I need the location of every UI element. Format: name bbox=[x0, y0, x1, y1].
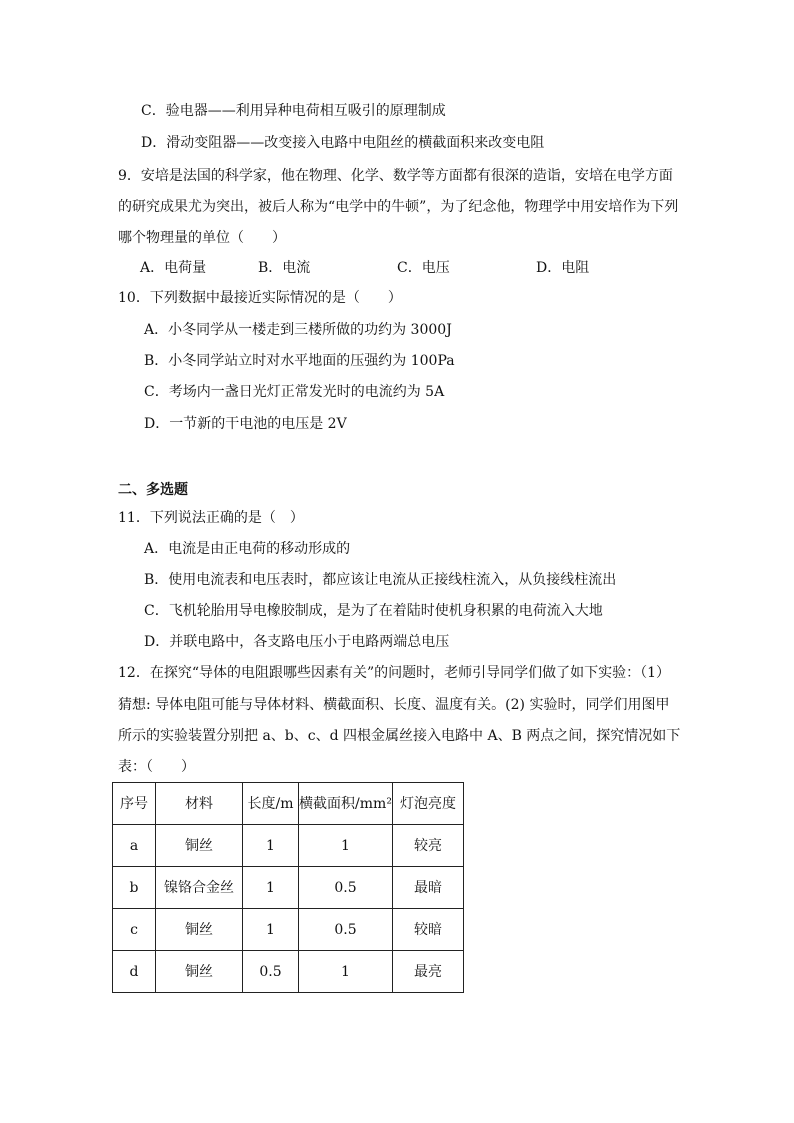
table-header-cell: 序号 bbox=[113, 783, 156, 825]
q10-option-b: B．小冬同学站立时对水平地面的压强约为 100Pa bbox=[144, 353, 455, 369]
table-cell: 1 bbox=[299, 825, 393, 867]
table-cell: 1 bbox=[243, 867, 299, 909]
q9-option-b: B．电流 bbox=[258, 260, 311, 276]
q9-stem-line-2: 的研究成果尤为突出，被后人称为“电学中的牛顿”，为了纪念他，物理学中用安培作为下列 bbox=[118, 199, 679, 215]
table-cell: 铜丝 bbox=[156, 825, 243, 867]
table-row bbox=[113, 825, 464, 867]
table-cell: 最暗 bbox=[393, 867, 464, 909]
q8-option-c: C．验电器——利用异种电荷相互吸引的原理制成 bbox=[141, 103, 446, 119]
q9-option-c: C．电压 bbox=[397, 260, 450, 276]
experiment-data-table bbox=[112, 782, 464, 993]
table-cell: 0.5 bbox=[243, 951, 299, 993]
table-cell: 铜丝 bbox=[156, 909, 243, 951]
table-cell: 1 bbox=[243, 909, 299, 951]
q9-option-a: A．电荷量 bbox=[140, 260, 207, 276]
q11-option-d: D．并联电路中，各支路电压小于电路两端总电压 bbox=[144, 634, 450, 650]
table-cell: 镍铬合金丝 bbox=[156, 867, 243, 909]
q8-option-d: D．滑动变阻器——改变接入电路中电阻丝的横截面积来改变电阻 bbox=[141, 135, 545, 151]
section-heading-multiple-choice: 二、多选题 bbox=[118, 482, 188, 498]
q11-option-b: B．使用电流表和电压表时，都应该让电流从正接线柱流入，从负接线柱流出 bbox=[144, 572, 617, 588]
table-cell: 最亮 bbox=[393, 951, 464, 993]
table-header-cell: 材料 bbox=[156, 783, 243, 825]
q10-stem: 10．下列数据中最接近实际情况的是（ ） bbox=[118, 290, 402, 306]
q11-stem: 11．下列说法正确的是（ ） bbox=[118, 510, 304, 526]
table-row bbox=[113, 867, 464, 909]
table-cell: c bbox=[113, 909, 156, 951]
table-cell: a bbox=[113, 825, 156, 867]
table-cell: 0.5 bbox=[299, 909, 393, 951]
q9-stem-line-3: 哪个物理量的单位（ ） bbox=[118, 230, 286, 246]
q12-stem-line-4: 表：（ ） bbox=[118, 759, 195, 775]
q11-option-a: A．电流是由正电荷的移动形成的 bbox=[144, 541, 351, 557]
table-cell: b bbox=[113, 867, 156, 909]
q9-option-d: D．电阻 bbox=[536, 260, 590, 276]
q12-stem-line-3: 所示的实验装置分别把 a、b、c、d 四根金属丝接入电路中 A、B 两点之间，探究情况如下 bbox=[118, 728, 681, 744]
table-row bbox=[113, 909, 464, 951]
table-row bbox=[113, 951, 464, 993]
q10-option-c: C．考场内一盏日光灯正常发光时的电流约为 5A bbox=[144, 384, 445, 400]
q11-option-c: C．飞机轮胎用导电橡胶制成，是为了在着陆时使机身积累的电荷流入大地 bbox=[144, 603, 603, 619]
table-header-cell: 横截面积/mm² bbox=[299, 783, 393, 825]
table-header-cell: 长度/m bbox=[243, 783, 299, 825]
q10-option-a: A．小冬同学从一楼走到三楼所做的功约为 3000J bbox=[144, 322, 452, 338]
q12-stem-line-1: 12．在探究“导体的电阻跟哪些因素有关”的问题时，老师引导同学们做了如下实验：（1） bbox=[118, 665, 671, 681]
table-header-cell: 灯泡亮度 bbox=[393, 783, 464, 825]
table-cell: d bbox=[113, 951, 156, 993]
q10-option-d: D．一节新的干电池的电压是 2V bbox=[144, 416, 347, 432]
table-header-row bbox=[113, 783, 464, 825]
table-cell: 1 bbox=[299, 951, 393, 993]
q9-stem-line-1: 9．安培是法国的科学家，他在物理、化学、数学等方面都有很深的造诣，安培在电学方面 bbox=[118, 168, 673, 184]
table-cell: 1 bbox=[243, 825, 299, 867]
table-cell: 0.5 bbox=[299, 867, 393, 909]
table-cell: 铜丝 bbox=[156, 951, 243, 993]
q12-stem-line-2: 猜想: 导体电阻可能与导体材料、横截面积、长度、温度有关。(2) 实验时，同学们用图甲 bbox=[118, 697, 670, 713]
table-cell: 较暗 bbox=[393, 909, 464, 951]
table-cell: 较亮 bbox=[393, 825, 464, 867]
